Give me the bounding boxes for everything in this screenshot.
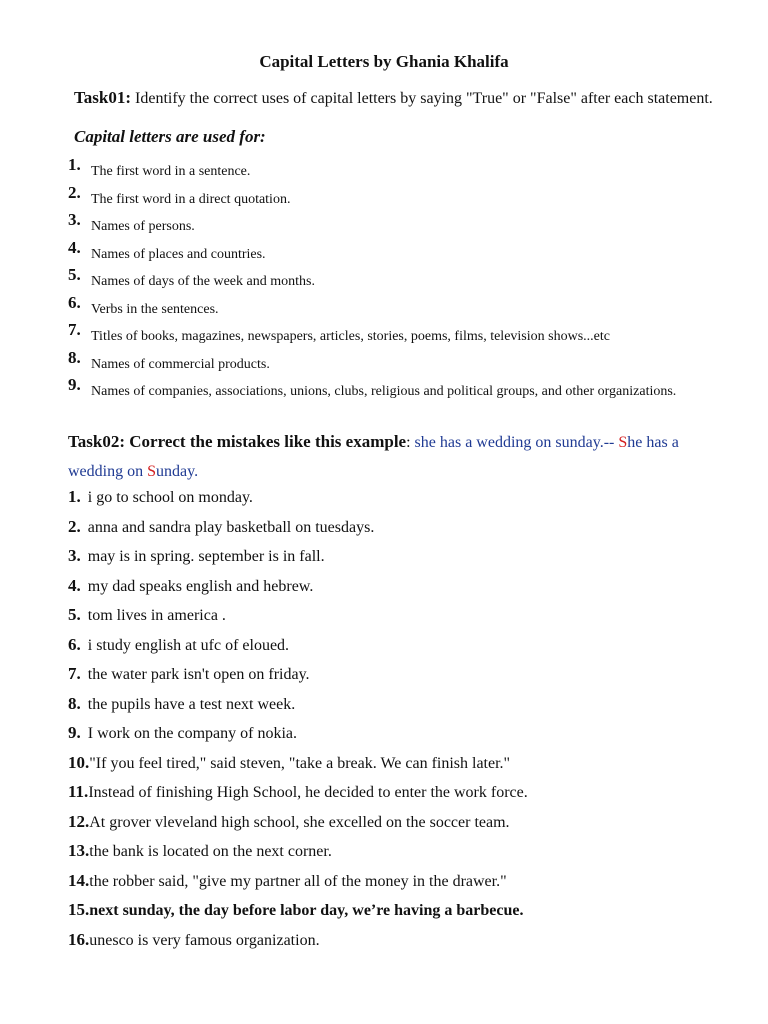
item-text: Verbs in the sentences. — [91, 301, 219, 317]
task1-instruction — [74, 88, 714, 108]
task1-item — [68, 348, 708, 376]
item-number: 7. — [68, 320, 81, 339]
item-number: 9. — [68, 375, 81, 394]
item-text: Names of commercial products. — [91, 356, 270, 372]
item-text: Names of days of the week and months. — [91, 274, 315, 289]
sentence-text: the bank is located on the next corner. — [89, 843, 332, 860]
sentence-text: anna and sandra play basketball on tuesdays. — [87, 518, 375, 536]
item-number: 16. — [68, 929, 90, 949]
task1-item — [68, 265, 708, 293]
task1-item — [68, 210, 708, 238]
item-number: 6. — [68, 634, 81, 654]
task2-item — [68, 810, 728, 840]
item-number: 1. — [68, 487, 81, 506]
task2-list — [68, 485, 728, 957]
page-title: Capital Letters by Ghania Khalifa — [259, 52, 509, 71]
sentence-text: i study english at ufc of eloued. — [87, 636, 290, 654]
item-text: Names of companies, associations, unions, clubs, religious and political groups, and other organizations. — [91, 384, 677, 399]
task1-instruction-text: Identify the correct uses of capital letters by saying "True" or "False" after each statement. — [131, 90, 713, 107]
task1-subheading: Capital letters are used for: — [74, 127, 266, 146]
task2-item — [68, 898, 728, 928]
task1-item — [68, 238, 708, 266]
sentence-text: tom lives in america . — [87, 607, 226, 624]
item-number: 15. — [68, 900, 90, 919]
task2-item — [68, 485, 728, 515]
item-number: 7. — [68, 664, 81, 683]
task2-item — [68, 515, 728, 545]
task1-item — [68, 293, 708, 321]
task1-item — [68, 320, 708, 348]
item-number: 8. — [68, 693, 81, 713]
sentence-text: i go to school on monday. — [87, 489, 253, 506]
task2-instruction — [68, 427, 708, 486]
item-text: Names of places and countries. — [91, 246, 266, 262]
task1-label: Task01: — [74, 88, 132, 107]
item-number: 8. — [68, 347, 81, 367]
sentence-text: next sunday, the day before labor day, we’re having a barbecue. — [89, 902, 524, 919]
item-number: 3. — [68, 546, 81, 565]
example-incorrect: she has a wedding on sunday.-- — [414, 434, 619, 451]
item-number: 13. — [68, 841, 90, 860]
example-capital-letter: S — [147, 463, 157, 480]
item-number: 4. — [68, 237, 81, 257]
task1-item — [68, 183, 708, 211]
item-number: 11. — [68, 782, 89, 801]
sentence-text: At grover vleveland high school, she excelled on the soccer team. — [89, 813, 510, 831]
item-number: 10. — [68, 752, 90, 772]
sentence-text: "If you feel tired," said steven, "take a break. We can finish later." — [89, 754, 511, 772]
item-number: 3. — [68, 210, 81, 229]
item-number: 2. — [68, 182, 81, 202]
sentence-text: unesco is very famous organization. — [89, 931, 320, 949]
task2-item — [68, 633, 728, 663]
task1-list — [68, 155, 708, 427]
sentence-text: I work on the company of nokia. — [87, 725, 298, 742]
item-number: 9. — [68, 723, 81, 742]
example-corrected: he has a wedding on — [68, 434, 679, 480]
task2-item — [68, 928, 728, 958]
task2-item — [68, 574, 728, 604]
sentence-text: may is in spring. september is in fall. — [87, 548, 325, 565]
task2-item — [68, 662, 728, 692]
sentence-text: my dad speaks english and hebrew. — [87, 577, 314, 595]
item-number: 1. — [68, 155, 81, 174]
item-number: 5. — [68, 605, 81, 624]
task1-item — [68, 375, 708, 427]
task2-item — [68, 603, 728, 633]
item-number: 5. — [68, 265, 81, 284]
item-number: 6. — [68, 292, 81, 312]
example-corrected-end: unday. — [156, 463, 199, 480]
item-text: Names of persons. — [91, 219, 195, 234]
sentence-text: the robber said, "give my partner all of the money in the drawer." — [89, 872, 507, 890]
item-number: 12. — [68, 811, 90, 831]
item-number: 4. — [68, 575, 81, 595]
task2-item — [68, 869, 728, 899]
task2-colon: : — [406, 434, 415, 451]
task2-label: Task02: Correct the mistakes like this example — [68, 432, 407, 451]
task2-item — [68, 780, 728, 810]
sentence-text: the water park isn't open on friday. — [87, 666, 310, 683]
item-text: The first word in a direct quotation. — [91, 191, 291, 207]
item-text: The first word in a sentence. — [91, 164, 251, 179]
item-number: 2. — [68, 516, 81, 536]
sentence-text: Instead of finishing High School, he decided to enter the work force. — [88, 784, 528, 801]
task2-item — [68, 544, 728, 574]
task2-item — [68, 751, 728, 781]
item-text: Titles of books, magazines, newspapers, articles, stories, poems, films, television shows...etc — [91, 329, 610, 344]
sentence-text: the pupils have a test next week. — [87, 695, 296, 713]
task2-item — [68, 839, 728, 869]
task2-item — [68, 692, 728, 722]
example-capital-letter: S — [618, 434, 628, 451]
task1-item — [68, 155, 708, 183]
task2-item — [68, 721, 728, 751]
item-number: 14. — [68, 870, 90, 890]
